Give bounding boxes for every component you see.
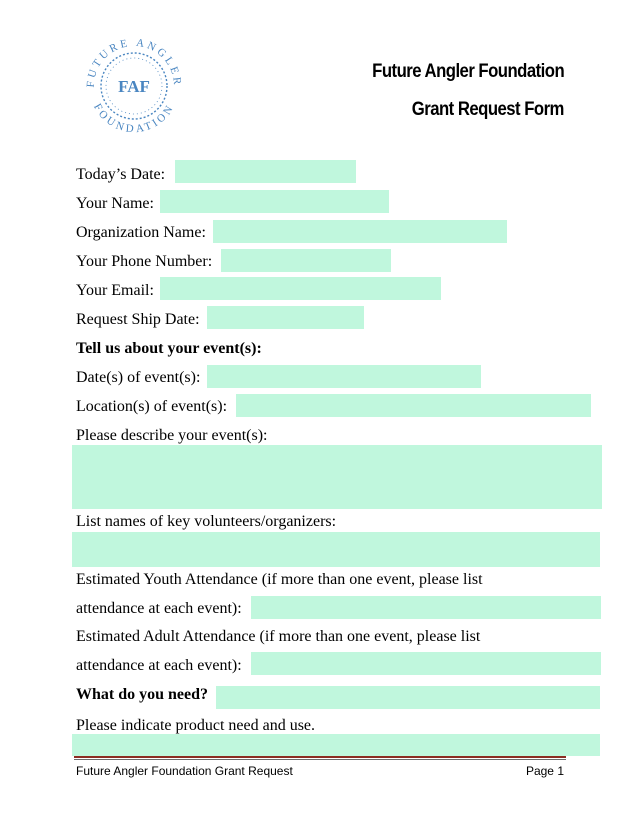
form-title: Grant Request Form <box>411 99 564 120</box>
describe-events-label: Please describe your event(s): <box>76 427 268 444</box>
events-heading: Tell us about your event(s): <box>76 340 262 357</box>
phone-field[interactable] <box>221 249 391 272</box>
event-dates-label: Date(s) of event(s): <box>76 369 201 386</box>
footer-left: Future Angler Foundation Grant Request <box>76 764 293 778</box>
volunteers-field[interactable] <box>72 532 600 567</box>
event-locations-label: Location(s) of event(s): <box>76 398 228 415</box>
organization-name-field[interactable] <box>213 220 507 243</box>
ship-date-field[interactable] <box>207 306 364 329</box>
event-locations-field[interactable] <box>236 394 591 417</box>
logo-monogram: FAF <box>118 77 150 96</box>
event-dates-field[interactable] <box>207 365 481 388</box>
phone-label: Your Phone Number: <box>76 253 213 270</box>
need-heading: What do you need? <box>76 686 209 703</box>
your-name-label: Your Name: <box>76 195 154 212</box>
product-need-field[interactable] <box>72 734 600 756</box>
logo-ring-text-bottom: FOUNDATION <box>91 101 178 136</box>
email-field[interactable] <box>160 277 441 300</box>
product-need-label: Please indicate product need and use. <box>76 717 316 734</box>
youth-attendance-label-line2: attendance at each event): <box>76 600 242 617</box>
ship-date-label: Request Ship Date: <box>76 311 200 328</box>
adult-attendance-label-line1: Estimated Adult Attendance (if more than one event, please list <box>76 628 481 645</box>
todays-date-field[interactable] <box>175 160 356 183</box>
volunteers-label: List names of key volunteers/organizers: <box>76 513 337 530</box>
adult-attendance-label-line2: attendance at each event): <box>76 657 242 674</box>
adult-attendance-field[interactable] <box>251 652 601 675</box>
your-name-field[interactable] <box>160 190 389 213</box>
youth-attendance-field[interactable] <box>251 596 601 619</box>
page-number: Page 1 <box>525 764 564 778</box>
faf-logo-icon <box>72 24 196 148</box>
todays-date-label: Today’s Date: <box>76 166 166 183</box>
logo-ring-text-top: FUTURE ANGLER <box>84 36 184 88</box>
need-field[interactable] <box>216 686 600 709</box>
footer-rule-accent <box>74 756 566 758</box>
form-org-title: Future Angler Foundation <box>372 61 564 82</box>
footer-rule <box>74 759 566 760</box>
email-label: Your Email: <box>76 282 154 299</box>
organization-name-label: Organization Name: <box>76 224 206 241</box>
youth-attendance-label-line1: Estimated Youth Attendance (if more than one event, please list <box>76 571 483 588</box>
describe-events-field[interactable] <box>72 445 602 509</box>
logo-graphic <box>72 24 196 148</box>
